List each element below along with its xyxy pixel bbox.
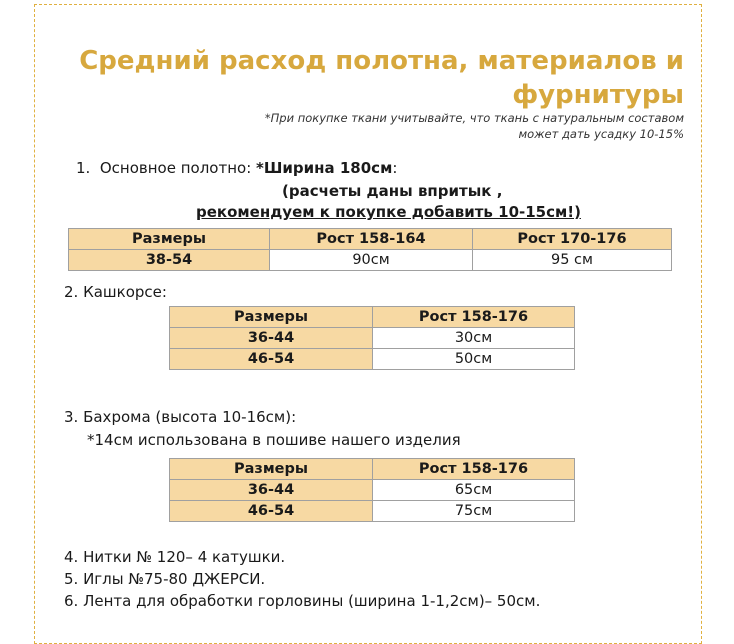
table-row <box>170 328 575 349</box>
table-size-cell: 36-44 <box>170 480 373 501</box>
list-item-neckline-tape: 6. Лента для обработки горловины (ширина 1-1,2см)– 50см. <box>64 592 541 610</box>
table-row <box>69 250 672 271</box>
section-1-recommend: рекомендуем к покупке добавить 10-15см!) <box>196 203 581 221</box>
note-line-2: может дать усадку 10-15% <box>518 127 684 141</box>
table-size-cell: 36-44 <box>170 328 373 349</box>
section-1-calc-note: (расчеты даны впритык , <box>282 182 503 200</box>
table-header-cell: Рост 158-176 <box>373 307 575 328</box>
section-1-heading <box>76 159 397 177</box>
table-header-row <box>69 229 672 250</box>
table-header-cell: Размеры <box>170 459 373 480</box>
table-value-cell: 90см <box>270 250 473 271</box>
table-value-cell: 75см <box>373 501 575 522</box>
table-header-cell: Размеры <box>170 307 373 328</box>
section-1-number: 1. <box>76 159 91 177</box>
page-title <box>79 44 684 112</box>
table-header-cell: Размеры <box>69 229 270 250</box>
table-header-cell: Рост 158-176 <box>373 459 575 480</box>
table-size-cell: 46-54 <box>170 501 373 522</box>
table-row <box>170 501 575 522</box>
section-1-table <box>68 228 672 271</box>
table-value-cell: 65см <box>373 480 575 501</box>
table-header-row <box>170 459 575 480</box>
table-header-cell: Рост 158-164 <box>270 229 473 250</box>
section-3-note: *14см использована в пошиве нашего изделия <box>87 431 461 449</box>
table-row <box>170 349 575 370</box>
shrinkage-note <box>265 110 684 142</box>
section-3-heading: 3. Бахрома (высота 10-16см): <box>64 408 297 426</box>
table-value-cell: 95 см <box>473 250 672 271</box>
section-1-width: *Ширина 180см <box>256 159 393 177</box>
table-size-cell: 46-54 <box>170 349 373 370</box>
list-item-needles: 5. Иглы №75-80 ДЖЕРСИ. <box>64 570 266 588</box>
table-value-cell: 50см <box>373 349 575 370</box>
table-header-cell: Рост 170-176 <box>473 229 672 250</box>
section-1-label: Основное полотно: <box>99 159 252 177</box>
section-2-heading: 2. Кашкорсе: <box>64 283 167 301</box>
note-line-1: *При покупке ткани учитывайте, что ткань с натуральным составом <box>264 111 684 125</box>
section-2-table <box>169 306 575 370</box>
title-line-2: фурнитуры <box>512 80 684 110</box>
list-item-threads: 4. Нитки № 120– 4 катушки. <box>64 548 286 566</box>
title-line-1: Средний расход полотна, материалов и <box>79 46 684 76</box>
section-1-colon: : <box>392 159 398 177</box>
section-3-table <box>169 458 575 522</box>
table-row <box>170 480 575 501</box>
table-header-row <box>170 307 575 328</box>
table-size-cell: 38-54 <box>69 250 270 271</box>
table-value-cell: 30см <box>373 328 575 349</box>
